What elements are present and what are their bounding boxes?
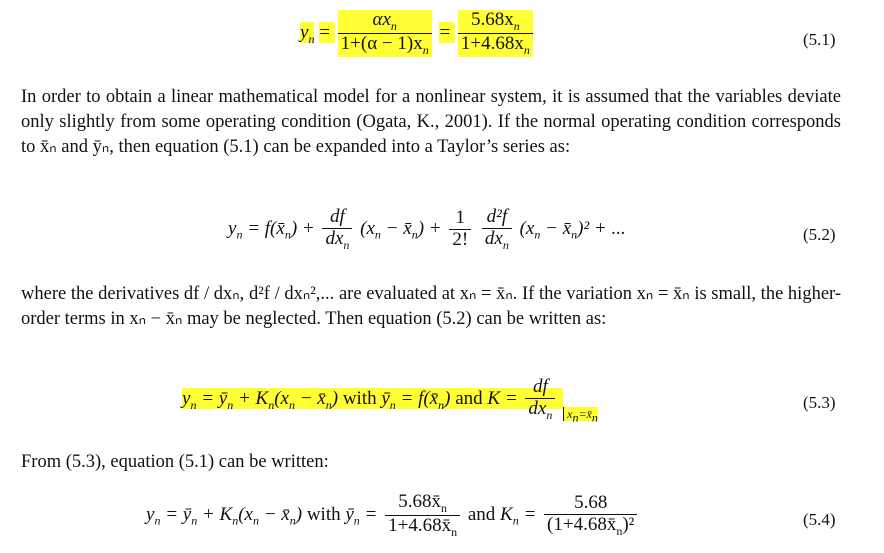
equation-5-2-body: $y_n$ = $f(x̄_n)$ + $\frac{df}{dx_n}$ ($x_n$ − $x̄_n$) + $\frac{1}{2!}$ $\frac{\text{d²f}}{dx_n}$ ($x_n$ − $x̄_n)^2$ + ...	[228, 206, 626, 252]
paragraph-from-5-3: From (5.3), equation (5.1) can be written:	[21, 452, 329, 472]
equation-number: (5.2)	[803, 225, 836, 244]
equation-number: (5.3)	[803, 393, 836, 412]
fraction-numeric: $\frac{5.68x_n}{1+4.68x_n}$	[458, 10, 533, 57]
equation-5-4-body: $y_n$ = $ȳ_n + K_n(x_n$ − $x̄_n$) with $ȳ_n$ = $\frac{5.68x̄_n}{1+4.68x̄_n}$ and $K_n$ = $\frac{5.68}{(1+4.68x̄_n)^2}$	[146, 492, 640, 539]
equation-number: (5.4)	[803, 510, 836, 529]
equation-5-1	[0, 6, 884, 68]
paragraph-derivatives: where the derivatives df / dxₙ, d²f / dxₙ²,... are evaluated at xₙ = x̄ₙ. If the variation xₙ = x̄ₙ is small, the higher-order terms in xₙ − x̄ₙ may be neglected. Then equation (5.2) can be written as:	[21, 284, 841, 329]
equation-5-3-body: $y_n$ = $ȳ_n + K_n(x_n$ − $x̄_n$) with $ȳ_n$ = $f(x̄_n)$ and K = $\frac{df}{dx_n}$ $_{x_n=x̄_n}$	[182, 376, 598, 425]
fraction-alpha: $\frac{\alpha x_n}{1+(\alpha - 1)x_n}$	[338, 10, 432, 57]
equation-5-3	[0, 375, 884, 431]
paragraph-intro: In order to obtain a linear mathematical model for a nonlinear system, it is assumed that the variables deviate only slightly from some operating condition (Ogata, K., 2001). If the normal operating condition corresponds to x̄ₙ and ȳₙ, then equation (5.1) can be expanded into a Taylor’s series as:	[21, 87, 841, 157]
equation-5-1-body: $y_n$ = $\frac{\alpha x_n}{1+(\alpha - 1)x_n}$ = $\frac{5.68x_n}{1+4.68x_n}$	[300, 10, 536, 57]
equation-5-4	[0, 490, 884, 550]
equation-5-2	[0, 205, 884, 265]
equation-number: (5.1)	[803, 30, 836, 49]
